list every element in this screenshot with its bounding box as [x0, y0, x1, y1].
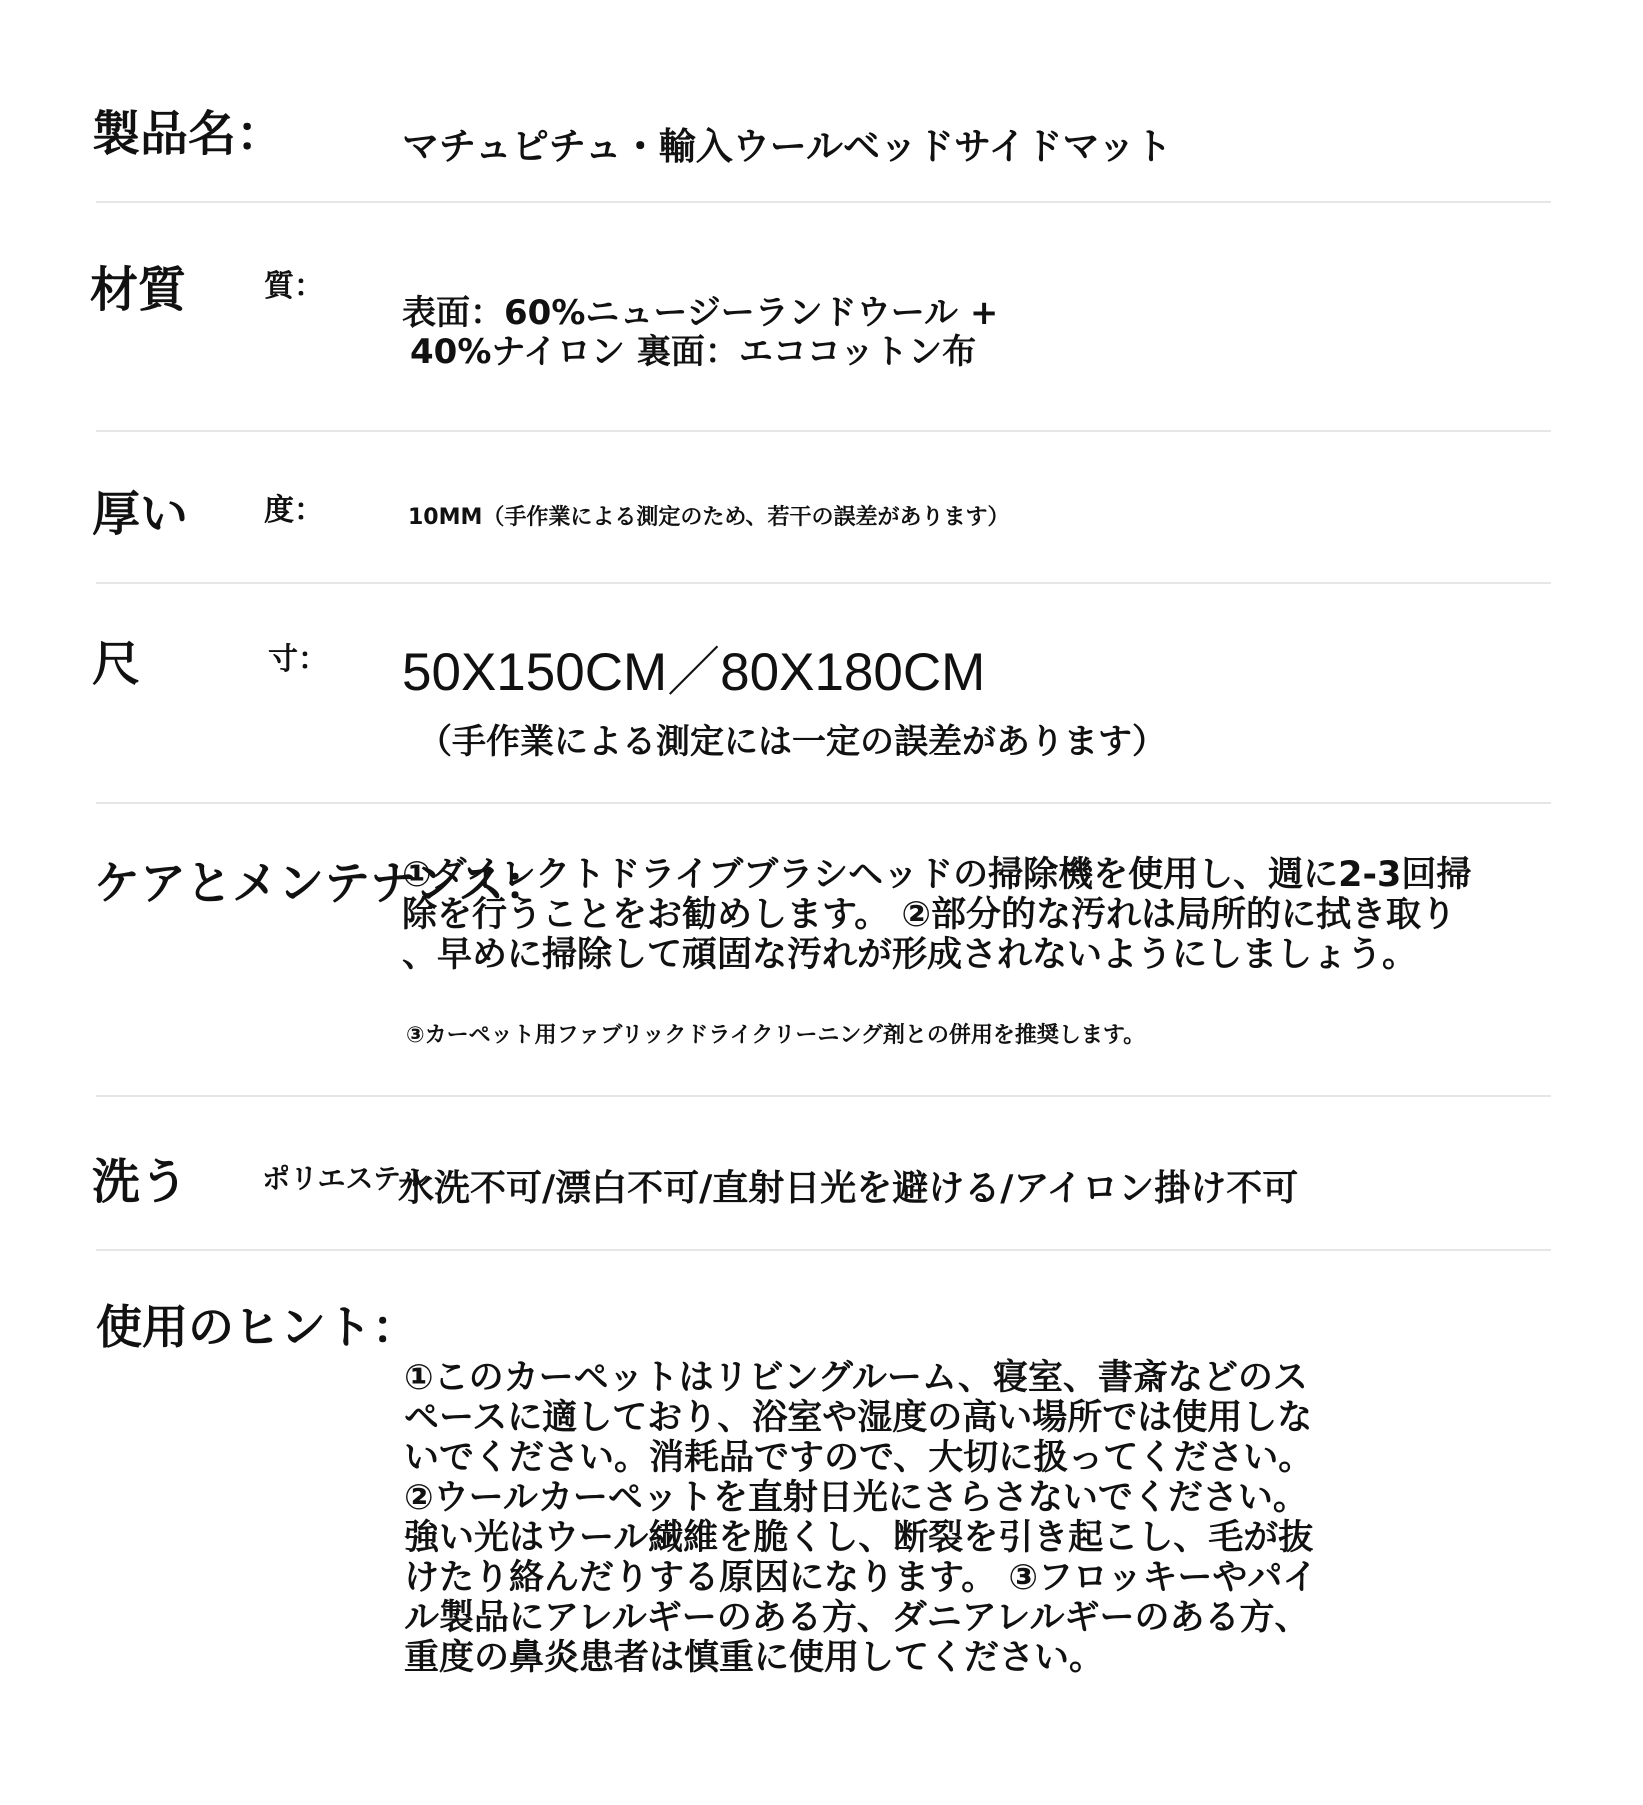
material-value-line2: 40%ナイロン 裏面：エココットン布 [410, 332, 977, 372]
material-sublabel: 質： [264, 269, 324, 304]
tips-paragraph: ①このカーペットはリビングルーム、寝室、書斎などのス ペースに適しており、浴室や湿度の高い場所では使用しな いでください。消耗品ですので、大切に扱ってください。 ②ウールカーペットを直射日光にさらさないでください。 強い光はウール繊維を脆くし、断裂を引き起こし、毛が抜 けたり絡んだりする原因になります。 ③フロッキーやパイ ル製品にアレルギーのある方、ダニアレルギーのある方、 重度の鼻炎患者は慎重に使用してください。 [404, 1358, 1318, 1678]
size-sublabel: 寸： [268, 642, 328, 677]
divider [96, 201, 1551, 203]
material-value-line1: 表面：60%ニュージーランドウール + [402, 293, 999, 333]
divider [96, 1095, 1551, 1097]
care-paragraph: ①ダイレクトドライブブラシヘッドの掃除機を使用し、週に2-3回掃 除を行うことをお勧めします。 ②部分的な汚れは局所的に拭き取り 、早めに掃除して頑固な汚れが形成されないようにしましょう。 [402, 855, 1472, 975]
divider [96, 802, 1551, 804]
divider [96, 430, 1551, 432]
tips-label: 使用のヒント： [96, 1300, 418, 1354]
wash-sublabel: ポリエステル [262, 1162, 428, 1195]
divider [96, 1249, 1551, 1251]
thickness-sublabel: 度： [264, 493, 324, 528]
size-value: 50X150CM／80X180CM [402, 643, 986, 702]
care-label: ケアとメンテナンス： [94, 856, 551, 910]
thickness-label: 厚い [92, 486, 189, 542]
size-label: 尺 [92, 636, 141, 692]
wash-label: 洗う [92, 1154, 189, 1210]
product-name-label: 製品名： [92, 106, 285, 162]
size-note: （手作業による測定には一定の誤差があります） [418, 722, 1166, 762]
thickness-value: 10MM（手作業による測定のため、若干の誤差があります） [408, 505, 1010, 530]
care-note: ③カーペット用ファブリックドライクリーニング剤との併用を推奨します。 [406, 1023, 1146, 1048]
material-label: 材質 [90, 262, 187, 318]
wash-value: 水洗不可/漂白不可/直射日光を避ける/アイロン掛け不可 [398, 1168, 1299, 1209]
product-name-value: マチュピチュ・輸入ウールベッドサイドマット [402, 125, 1172, 168]
divider [96, 582, 1551, 584]
